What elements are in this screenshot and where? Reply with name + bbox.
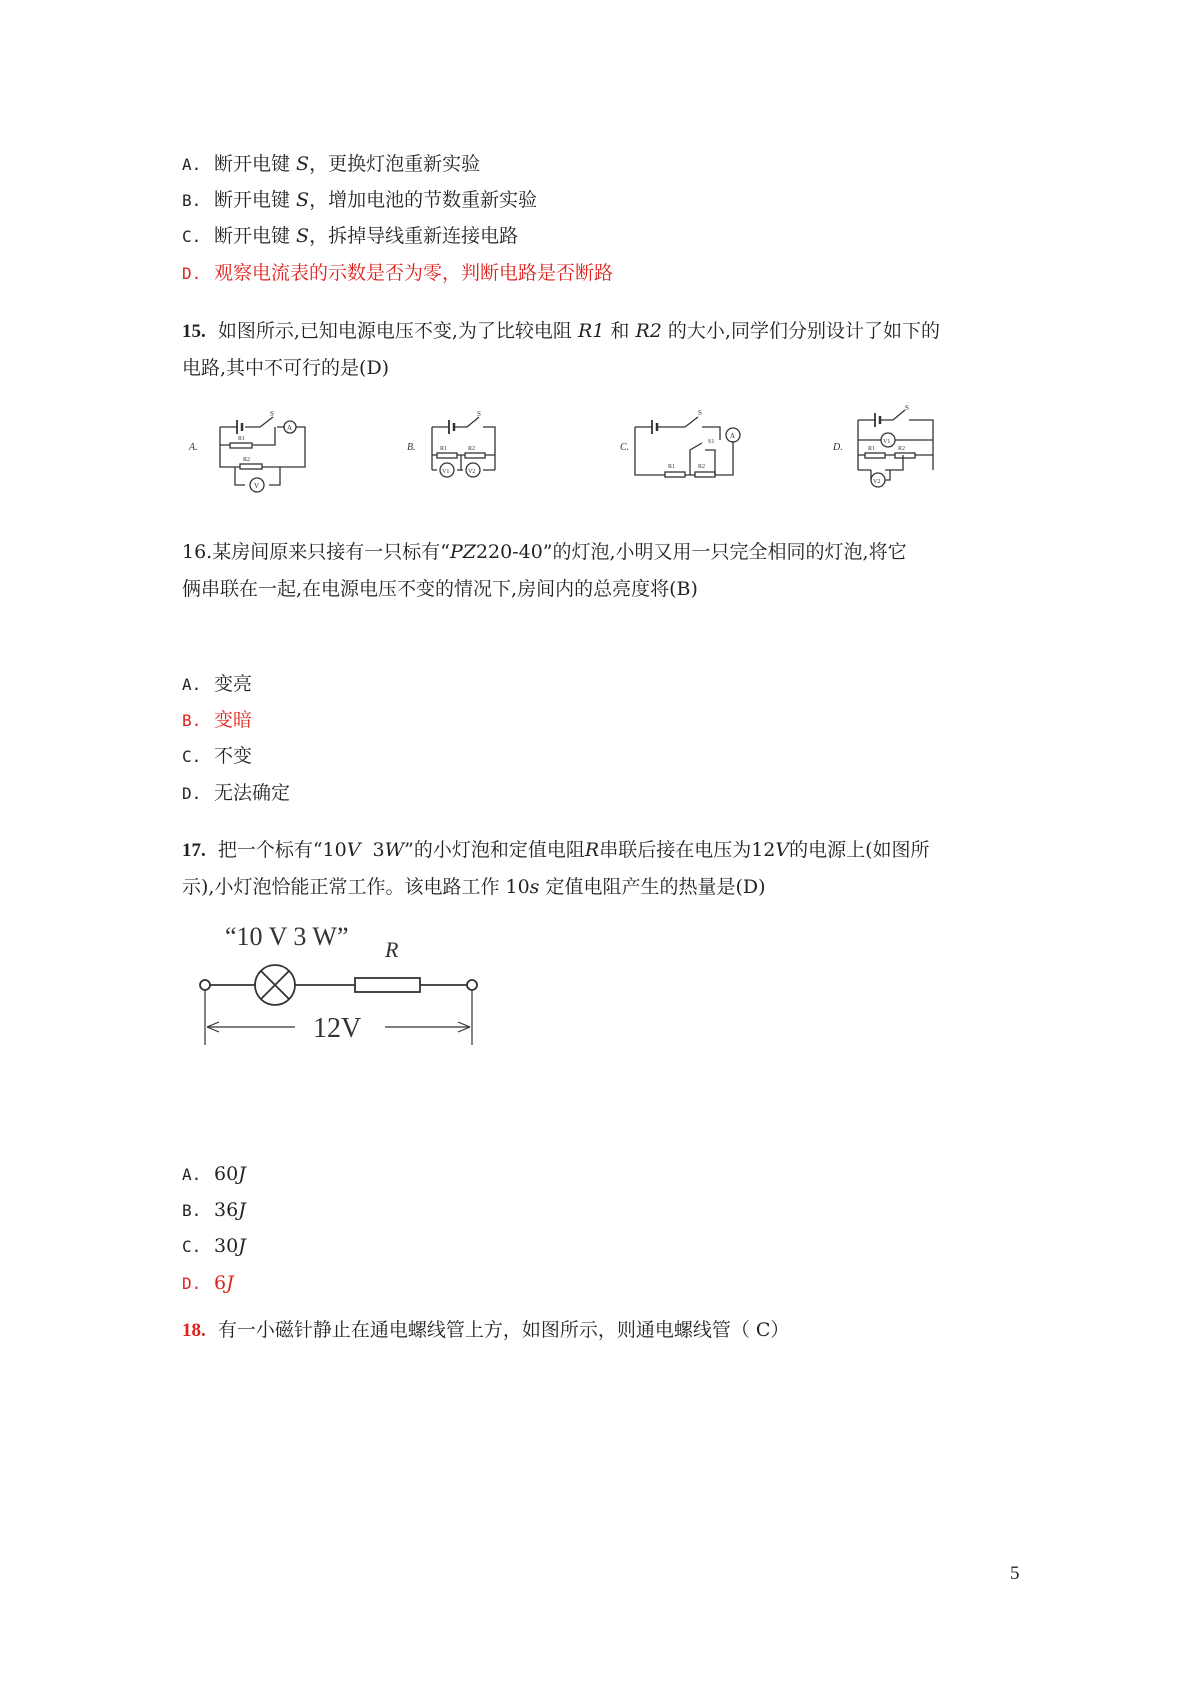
left-terminal — [200, 980, 210, 990]
q15-stem-line1: 15. 如图所示,已知电源电压不变,为了比较电阻 R1 和 R2 的大小,同学们分别设计了如下的 — [182, 320, 940, 342]
q16-stem-line1: 16.某房间原来只接有一只标有“PZ220-40”的灯泡,小明又用一只完全相同的灯泡,将它 — [182, 541, 907, 563]
svg-text:V2: V2 — [873, 479, 881, 485]
svg-text:S1: S1 — [708, 439, 715, 445]
svg-text:R1: R1 — [440, 446, 448, 452]
q17-option-d: D. 6J — [182, 1272, 234, 1294]
q14-option-a: A. 断开电键 S，更换灯泡重新实验 — [182, 153, 481, 175]
q17-circuit-figure — [195, 915, 495, 1055]
q17-bulb-label: “10 V 3 W” — [225, 922, 349, 951]
svg-text:S: S — [905, 405, 909, 412]
right-terminal — [467, 980, 477, 990]
q15-circuit-figures — [185, 405, 1025, 500]
q14-option-b: B. 断开电键 S，增加电池的节数重新实验 — [182, 189, 538, 211]
svg-text:V1: V1 — [442, 469, 450, 475]
svg-text:R1: R1 — [238, 436, 246, 442]
q15-stem-line2: 电路,其中不可行的是(D) — [182, 357, 390, 379]
q18-stem: 18. 有一小磁针静止在通电螺线管上方，如图所示，则通电螺线管（ C） — [182, 1319, 790, 1341]
svg-text:S: S — [270, 410, 274, 418]
q14-option-c: C. 断开电键 S，拆掉导线重新连接电路 — [182, 225, 519, 247]
svg-text:R2: R2 — [468, 446, 476, 452]
svg-text:S: S — [477, 410, 481, 418]
q16-stem-line2: 俩串联在一起,在电源电压不变的情况下,房间内的总亮度将(B) — [182, 578, 698, 600]
svg-text:V2: V2 — [468, 469, 476, 475]
svg-text:S: S — [698, 409, 702, 417]
svg-text:R2: R2 — [698, 464, 706, 470]
resistor-symbol — [355, 978, 420, 992]
svg-text:R1: R1 — [668, 464, 676, 470]
circuit-b — [407, 410, 495, 477]
q14-option-d: D. 观察电流表的示数是否为零，判断电路是否断路 — [182, 262, 614, 284]
q17-option-a: A. 60J — [182, 1163, 246, 1185]
svg-text:A: A — [287, 424, 293, 432]
q17-voltage-label: 12V — [313, 1013, 362, 1044]
circuit-c — [620, 409, 740, 477]
svg-text:R2: R2 — [243, 457, 251, 463]
svg-text:C.: C. — [620, 442, 630, 453]
q17-option-b: B. 36J — [182, 1199, 246, 1221]
svg-text:A: A — [730, 432, 736, 440]
q16-option-a: A. 变亮 — [182, 673, 253, 695]
svg-text:V: V — [254, 482, 260, 490]
svg-text:V1: V1 — [883, 439, 891, 445]
q17-stem-line2: 示),小灯泡恰能正常工作。该电路工作 10s 定值电阻产生的热量是(D) — [182, 876, 766, 898]
q17-option-c: C. 30J — [182, 1235, 246, 1257]
circuit-d — [832, 405, 933, 487]
page-number: 5 — [1010, 1563, 1020, 1584]
svg-text:R2: R2 — [898, 446, 906, 452]
q16-option-c: C. 不变 — [182, 745, 253, 767]
q16-option-d: D. 无法确定 — [182, 782, 291, 804]
q17-resistor-label: R — [385, 937, 399, 962]
svg-text:R1: R1 — [868, 446, 876, 452]
svg-text:B.: B. — [407, 442, 416, 453]
q17-stem-line1: 17. 把一个标有“10V 3W”的小灯泡和定值电阻R串联后接在电压为12V的电源上(如图所 — [182, 839, 930, 861]
q16-option-b: B. 变暗 — [182, 709, 253, 731]
circuit-a — [188, 410, 305, 492]
svg-text:A.: A. — [189, 442, 198, 453]
svg-text:D.: D. — [833, 442, 843, 453]
